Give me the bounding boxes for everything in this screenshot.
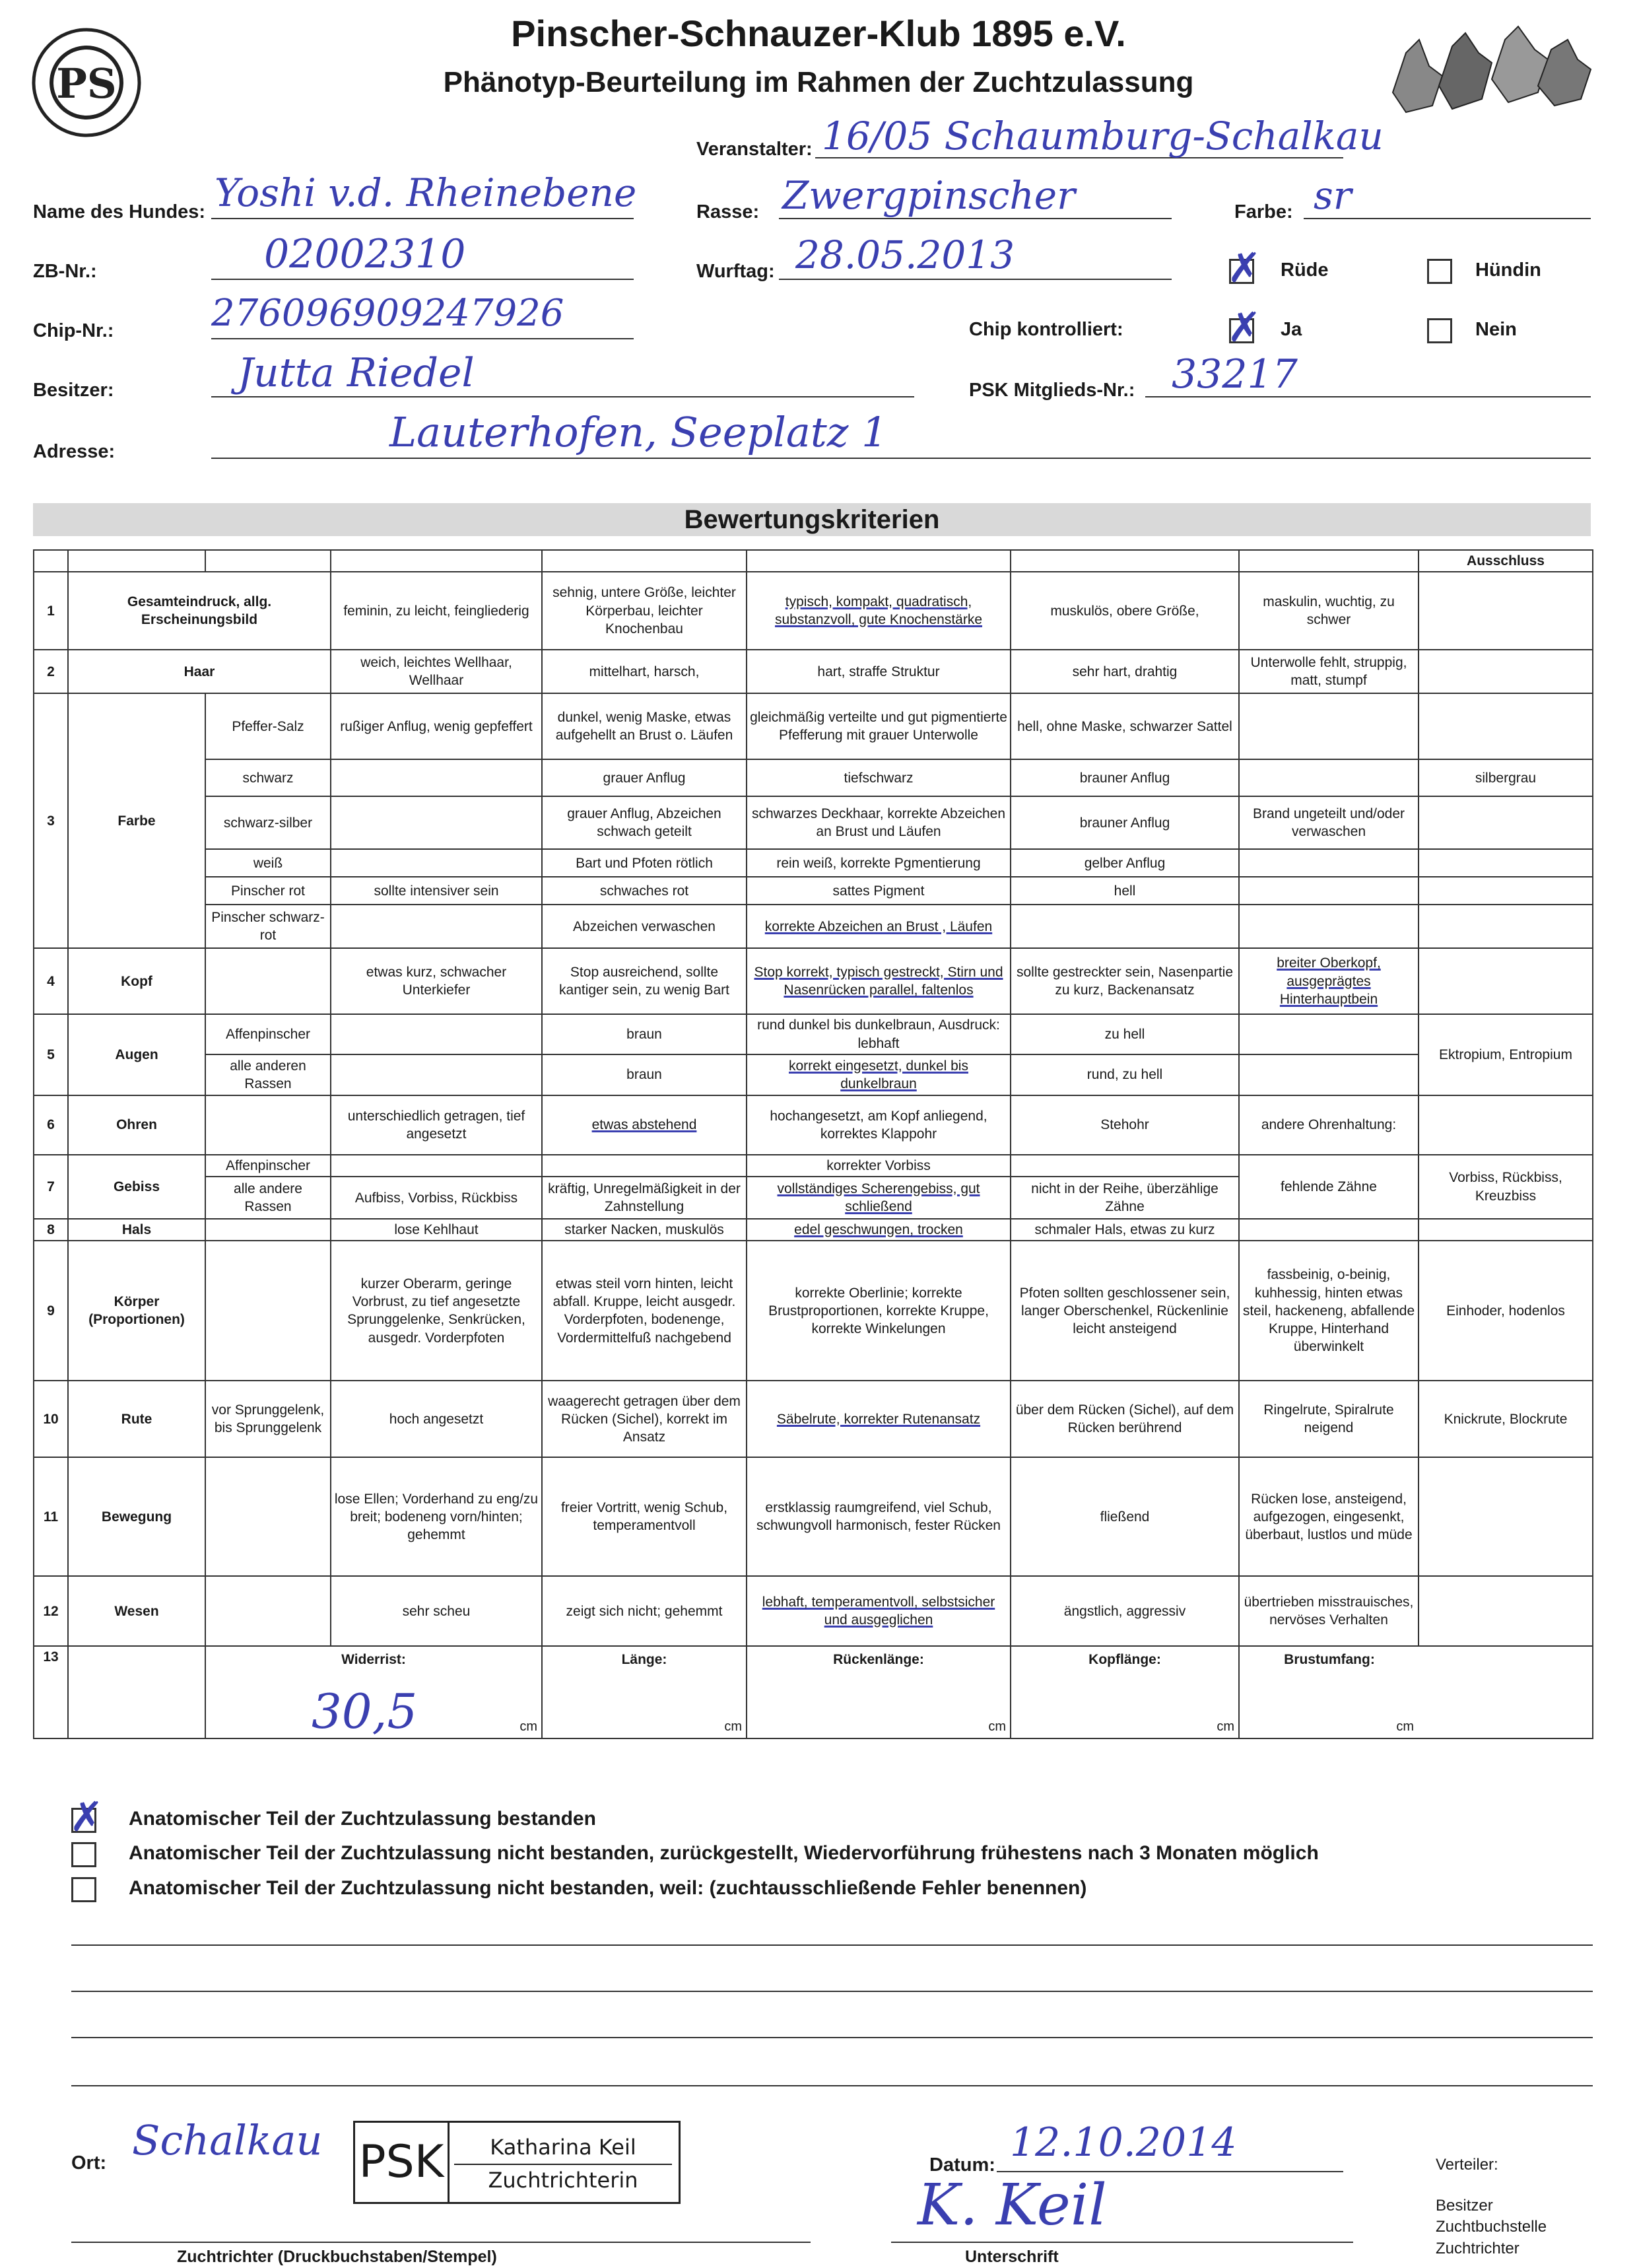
sub-category-cell: Pfeffer-Salz	[205, 693, 331, 759]
criteria-cell[interactable]: etwas kurz, schwacher Unterkiefer	[331, 948, 542, 1014]
rasse-line	[779, 218, 1172, 219]
criteria-cell[interactable]: hell, ohne Maske, schwarzer Sattel	[1011, 693, 1239, 759]
criteria-cell[interactable]: fassbeinig, o-beinig, kuhhessig, hinten etwas steil, hackeneng, abfallende Kruppe, Hinterhand überwinkelt	[1239, 1241, 1419, 1381]
reason-line[interactable]	[71, 2085, 1593, 2086]
adresse-value[interactable]: Lauterhofen, Seeplatz 1	[389, 408, 888, 456]
sub-category-cell: alle andere Rassen	[205, 1177, 331, 1219]
marked-text: korrekte Abzeichen an Brust , Läufen	[764, 918, 993, 934]
chip-nein-label: Nein	[1475, 319, 1517, 340]
chip-controlled-label: Chip kontrolliert:	[969, 319, 1123, 340]
category-cell: Augen	[68, 1014, 205, 1095]
table-row	[34, 650, 1593, 693]
criteria-cell[interactable]	[1239, 905, 1419, 948]
criteria-cell[interactable]: Unterwolle fehlt, struppig, matt, stumpf	[1239, 650, 1419, 693]
stamp-name: Katharina Keil	[490, 2135, 636, 2160]
zb-line	[211, 279, 634, 280]
criteria-cell[interactable]: rein weiß, korrekte Pgmentierung	[747, 849, 1011, 877]
zuchtrichter-line	[71, 2242, 811, 2243]
table-row	[34, 877, 1593, 905]
criteria-cell[interactable]: sattes Pigment	[747, 877, 1011, 905]
ort-value[interactable]: Schalkau	[132, 2116, 323, 2164]
criteria-cell[interactable]	[1239, 693, 1419, 759]
criteria-cell[interactable]	[1239, 849, 1419, 877]
criteria-cell[interactable]: hoch angesetzt	[331, 1381, 542, 1457]
marked-text: lebhaft, temperamentvoll, selbstsicher und ausgeglichen	[762, 1595, 995, 1628]
besitzer-label: Besitzer:	[33, 380, 114, 401]
widerrist-value: 30,5	[312, 1684, 418, 1739]
criteria-cell-marked[interactable]	[747, 948, 1011, 1014]
criteria-cell[interactable]: kräftig, Unregelmäßigkeit in der Zahnstellung	[542, 1177, 747, 1219]
criteria-table	[33, 549, 1593, 1739]
marked-text: typisch, kompakt, quadratisch, substanzvoll, gute Knochenstärke	[774, 594, 983, 628]
ort-label: Ort:	[71, 2152, 107, 2174]
chip-label: Chip-Nr.:	[33, 320, 114, 341]
sub-category-cell: schwarz-silber	[205, 796, 331, 849]
exclusion-cell[interactable]	[1419, 1457, 1593, 1576]
criteria-cell[interactable]	[331, 1014, 542, 1054]
criteria-cell[interactable]: fließend	[1011, 1457, 1239, 1576]
stamp-psk: PSK	[355, 2123, 450, 2202]
category-cell: Kopf	[68, 948, 205, 1014]
wurftag-value[interactable]: 28.05.2013	[795, 232, 1015, 277]
criteria-cell[interactable]: grauer Anflug, Abzeichen schwach geteilt	[542, 796, 747, 849]
criteria-cell[interactable]: übertrieben misstrauisches, nervöses Verhalten	[1239, 1576, 1419, 1646]
unterschrift-label: Unterschrift	[965, 2248, 1059, 2266]
besitzer-line	[211, 396, 914, 397]
criteria-cell[interactable]: kurzer Oberarm, geringe Vorbrust, zu tief angesetzte Sprunggelenke, Senkrücken, ausgedr. Vorderpfoten	[331, 1241, 542, 1381]
measurement-row	[34, 1646, 1593, 1738]
sub-category-cell	[205, 1241, 331, 1381]
farbe-value[interactable]: sr	[1314, 173, 1352, 218]
row-number: 5	[34, 1014, 68, 1095]
datum-value[interactable]: 12.10.2014	[1010, 2119, 1237, 2166]
criteria-cell[interactable]: Stehohr	[1011, 1095, 1239, 1155]
criteria-cell[interactable]	[1011, 1155, 1239, 1177]
category-cell: Körper (Proportionen)	[68, 1241, 205, 1381]
criteria-cell[interactable]: hochangesetzt, am Kopf anliegend, korrektes Klappohr	[747, 1095, 1011, 1155]
criteria-cell[interactable]: hart, straffe Struktur	[747, 650, 1011, 693]
exclusion-cell[interactable]: Vorbiss, Rückbiss, Kreuzbiss	[1419, 1155, 1593, 1219]
sub-category-cell: Pinscher rot	[205, 877, 331, 905]
adresse-label: Adresse:	[33, 441, 116, 462]
criteria-cell[interactable]: rußiger Anflug, wenig gepfeffert	[331, 693, 542, 759]
criteria-cell[interactable]: Abzeichen verwaschen	[542, 905, 747, 948]
sub-category-cell	[205, 1095, 331, 1155]
table-row	[34, 759, 1593, 796]
criteria-cell[interactable]: mittelhart, harsch,	[542, 650, 747, 693]
criteria-cell[interactable]: sollte gestreckter sein, Nasenpartie zu kurz, Backenansatz	[1011, 948, 1239, 1014]
criteria-cell[interactable]: freier Vortritt, wenig Schub, temperamentvoll	[542, 1457, 747, 1576]
zb-label: ZB-Nr.:	[33, 261, 97, 282]
category-cell: Gebiss	[68, 1155, 205, 1219]
unit-label: cm	[988, 1719, 1006, 1735]
category-cell: Gesamteindruck, allg. Erscheinungsbild	[68, 572, 331, 650]
sub-category-cell: schwarz	[205, 759, 331, 796]
datum-label: Datum:	[929, 2154, 995, 2176]
chip-line	[211, 338, 634, 339]
name-label: Name des Hundes:	[33, 201, 206, 223]
criteria-cell[interactable]	[331, 1054, 542, 1095]
rasse-value[interactable]: Zwergpinscher	[782, 173, 1075, 218]
criteria-cell[interactable]	[331, 759, 542, 796]
criteria-cell-marked[interactable]	[1239, 948, 1419, 1014]
zb-value[interactable]: 02002310	[264, 231, 466, 277]
criteria-cell[interactable]: korrekte Oberlinie; korrekte Brustproportionen, korrekte Kruppe, korrekte Winkelungen	[747, 1241, 1011, 1381]
ruede-label: Rüde	[1281, 259, 1329, 281]
table-row	[34, 1381, 1593, 1457]
criteria-cell[interactable]: zeigt sich nicht; gehemmt	[542, 1576, 747, 1646]
category-cell: Wesen	[68, 1576, 205, 1646]
result-failed-label: Anatomischer Teil der Zuchtzulassung nicht bestanden, weil: (zuchtausschließende Fehler benennen)	[129, 1877, 1087, 1899]
sub-category-cell: Pinscher schwarz-rot	[205, 905, 331, 948]
table-row	[34, 1457, 1593, 1576]
unit-label: cm	[519, 1719, 537, 1735]
criteria-cell[interactable]: sehnig, untere Größe, leichter Körperbau, leichter Knochenbau	[542, 572, 747, 650]
farbe-line	[1304, 218, 1591, 219]
exclusion-cell[interactable]	[1419, 877, 1593, 905]
laenge-label: Länge:	[621, 1652, 667, 1668]
huendin-checkbox[interactable]	[1427, 259, 1452, 284]
criteria-banner: Bewertungskriterien	[33, 503, 1591, 536]
rasse-label: Rasse:	[696, 201, 760, 223]
chip-nein-checkbox[interactable]	[1427, 318, 1452, 343]
zuchtrichter-label: Zuchtrichter (Druckbuchstaben/Stempel)	[177, 2248, 497, 2266]
result-passed-label: Anatomischer Teil der Zuchtzulassung bestanden	[129, 1808, 596, 1830]
verteiler-list: Besitzer Zuchtbuchstelle Zuchtrichter	[1436, 2197, 1547, 2257]
criteria-cell[interactable]: andere Ohrenhaltung:	[1239, 1095, 1419, 1155]
criteria-cell[interactable]	[331, 796, 542, 849]
marked-text: Säbelrute, korrekter Rutenansatz	[776, 1411, 981, 1427]
rueckenlaenge-cell[interactable]	[747, 1646, 1011, 1738]
criteria-cell[interactable]: lose Ellen; Vorderhand zu eng/zu breit; bodeneng vorn/hinten; gehemmt	[331, 1457, 542, 1576]
exclusion-cell[interactable]	[1419, 1576, 1593, 1646]
row-number: 3	[34, 693, 68, 948]
reason-line[interactable]	[71, 1991, 1593, 1992]
exclusion-cell[interactable]	[1419, 849, 1593, 877]
criteria-cell-marked[interactable]	[542, 1095, 747, 1155]
table-row	[34, 1095, 1593, 1155]
criteria-cell-marked[interactable]	[747, 1576, 1011, 1646]
criteria-cell[interactable]: sehr hart, drahtig	[1011, 650, 1239, 693]
criteria-cell[interactable]: unterschiedlich getragen, tief angesetzt	[331, 1095, 542, 1155]
huendin-label: Hündin	[1475, 259, 1541, 281]
result-passed-checkbox[interactable]	[71, 1808, 96, 1833]
criteria-cell[interactable]	[1239, 1054, 1419, 1095]
chip-ja-label: Ja	[1281, 319, 1302, 340]
exclusion-cell[interactable]: Einhoder, hodenlos	[1419, 1241, 1593, 1381]
sub-category-cell	[205, 948, 331, 1014]
criteria-cell[interactable]: tiefschwarz	[747, 759, 1011, 796]
criteria-cell[interactable]	[542, 1155, 747, 1177]
veranstalter-label: Veranstalter:	[696, 139, 813, 160]
criteria-cell[interactable]: Ringelrute, Spiralrute neigend	[1239, 1381, 1419, 1457]
sub-category-cell: alle anderen Rassen	[205, 1054, 331, 1095]
sub-category-cell: vor Sprunggelenk, bis Sprunggelenk	[205, 1381, 331, 1457]
criteria-cell[interactable]: sollte intensiver sein	[331, 877, 542, 905]
category-cell: Bewegung	[68, 1457, 205, 1576]
marked-text: Stop korrekt, typisch gestreckt, Stirn und Nasenrücken parallel, faltenlos	[754, 965, 1003, 998]
criteria-cell[interactable]: über dem Rücken (Sichel), auf dem Rücken berührend	[1011, 1381, 1239, 1457]
unterschrift-line	[891, 2242, 1353, 2243]
kopflaenge-cell[interactable]	[1011, 1646, 1239, 1738]
marked-text: breiter Oberkopf, ausgeprägtes Hinterhauptbein	[1277, 955, 1381, 1007]
signature[interactable]: K. Keil	[918, 2172, 1107, 2238]
sub-category-cell	[205, 1219, 331, 1241]
criteria-cell[interactable]	[1239, 1219, 1419, 1241]
criteria-cell[interactable]	[1011, 905, 1239, 948]
row-number: 7	[34, 1155, 68, 1219]
criteria-cell[interactable]: Aufbiss, Vorbiss, Rückbiss	[331, 1177, 542, 1219]
marked-text: edel geschwungen, trocken	[794, 1222, 963, 1238]
brustumfang-label: Brustumfang:	[1284, 1652, 1375, 1668]
row-number: 12	[34, 1576, 68, 1646]
row-number: 6	[34, 1095, 68, 1155]
sub-category-cell: Affenpinscher	[205, 1014, 331, 1054]
kopflaenge-label: Kopflänge:	[1088, 1652, 1161, 1668]
criteria-cell[interactable]	[1239, 759, 1419, 796]
criteria-cell[interactable]: Rücken lose, ansteigend, aufgezogen, eingesenkt, überbaut, lustlos und müde	[1239, 1457, 1419, 1576]
category-cell: Rute	[68, 1381, 205, 1457]
sub-category-cell	[205, 1457, 331, 1576]
criteria-cell[interactable]: gelber Anflug	[1011, 849, 1239, 877]
exclusion-cell[interactable]	[1419, 1095, 1593, 1155]
criteria-cell-marked[interactable]	[747, 1219, 1011, 1241]
row-number: 13	[34, 1646, 68, 1738]
criteria-cell[interactable]: grauer Anflug	[542, 759, 747, 796]
adresse-line	[211, 458, 1591, 459]
table-row	[34, 948, 1593, 1014]
criteria-cell[interactable]	[331, 849, 542, 877]
table-row	[34, 849, 1593, 877]
criteria-cell[interactable]: Pfoten sollten geschlossener sein, langer Oberschenkel, Rückenlinie leicht ansteigend	[1011, 1241, 1239, 1381]
stamp-title: Zuchtrichterin	[454, 2164, 672, 2193]
besitzer-value[interactable]: Jutta Riedel	[238, 350, 475, 396]
chip-ja-checkbox[interactable]	[1229, 318, 1254, 343]
wurftag-label: Wurftag:	[696, 261, 775, 282]
marked-text: etwas abstehend	[591, 1117, 697, 1133]
unit-label: cm	[1217, 1719, 1234, 1735]
table-row	[34, 796, 1593, 849]
criteria-cell[interactable]: ängstlich, aggressiv	[1011, 1576, 1239, 1646]
criteria-cell[interactable]: muskulös, obere Größe,	[1011, 572, 1239, 650]
marked-text: korrekt eingesetzt, dunkel bis dunkelbraun	[789, 1058, 968, 1091]
row-number: 1	[34, 572, 68, 650]
exclusion-cell[interactable]	[1419, 572, 1593, 650]
category-cell: Farbe	[68, 693, 205, 948]
sub-category-cell	[205, 1576, 331, 1646]
row-number: 2	[34, 650, 68, 693]
brustumfang-cell[interactable]	[1239, 1646, 1593, 1738]
criteria-cell[interactable]: gleichmäßig verteilte und gut pigmentierte Pfefferung mit grauer Unterwolle	[747, 693, 1011, 759]
name-line	[211, 218, 634, 219]
judge-stamp	[353, 2121, 681, 2204]
name-value[interactable]: Yoshi v.d. Rheinebene	[215, 170, 637, 215]
criteria-cell[interactable]: brauner Anflug	[1011, 796, 1239, 849]
criteria-cell[interactable]: feminin, zu leicht, feingliederig	[331, 572, 542, 650]
verteiler-label: Verteiler:	[1436, 2156, 1498, 2174]
ausschluss-header: Ausschluss	[1419, 550, 1593, 572]
criteria-cell[interactable]: hell	[1011, 877, 1239, 905]
exclusion-cell[interactable]: Ektropium, Entropium	[1419, 1014, 1593, 1095]
criteria-cell[interactable]: zu hell	[1011, 1014, 1239, 1054]
exclusion-cell[interactable]: Knickrute, Blockrute	[1419, 1381, 1593, 1457]
unit-label: cm	[1396, 1719, 1414, 1735]
result-deferred-checkbox[interactable]	[71, 1842, 96, 1867]
criteria-cell[interactable]	[331, 905, 542, 948]
exclusion-cell[interactable]	[1419, 905, 1593, 948]
table-row	[34, 1219, 1593, 1241]
criteria-cell[interactable]: nicht in der Reihe, überzählige Zähne	[1011, 1177, 1239, 1219]
laenge-cell[interactable]	[542, 1646, 747, 1738]
exclusion-cell[interactable]	[1419, 948, 1593, 1014]
criteria-cell[interactable]: sehr scheu	[331, 1576, 542, 1646]
sub-category-cell: weiß	[205, 849, 331, 877]
table-row	[34, 693, 1593, 759]
psk-value[interactable]: 33217	[1172, 351, 1298, 397]
criteria-cell[interactable]: braun	[542, 1054, 747, 1095]
criteria-cell[interactable]	[1239, 1014, 1419, 1054]
chip-value[interactable]: 276096909247926	[211, 292, 564, 335]
row-number: 10	[34, 1381, 68, 1457]
criteria-cell[interactable]: schwarzes Deckhaar, korrekte Abzeichen an Brust und Läufen	[747, 796, 1011, 849]
criteria-cell[interactable]: rund, zu hell	[1011, 1054, 1239, 1095]
result-failed-checkbox[interactable]	[71, 1877, 96, 1902]
category-cell: Ohren	[68, 1095, 205, 1155]
criteria-cell[interactable]: erstklassig raumgreifend, viel Schub, schwungvoll harmonisch, fester Rücken	[747, 1457, 1011, 1576]
criteria-cell-marked[interactable]	[747, 1177, 1011, 1219]
result-deferred-label: Anatomischer Teil der Zuchtzulassung nicht bestanden, zurückgestellt, Wiedervorführung frühestens nach 3 Monaten möglich	[129, 1842, 1319, 1864]
widerrist-label: Widerrist:	[341, 1652, 406, 1668]
table-row	[34, 1014, 1593, 1054]
criteria-cell[interactable]: Stop ausreichend, sollte kantiger sein, zu wenig Bart	[542, 948, 747, 1014]
criteria-cell[interactable]: waagerecht getragen über dem Rücken (Sichel), korrekt im Ansatz	[542, 1381, 747, 1457]
criteria-cell-marked[interactable]	[747, 1381, 1011, 1457]
criteria-cell-marked[interactable]	[747, 905, 1011, 948]
criteria-cell[interactable]	[1239, 877, 1419, 905]
psk-label: PSK Mitglieds-Nr.:	[969, 380, 1135, 401]
category-cell: Hals	[68, 1219, 205, 1241]
exclusion-cell[interactable]	[1419, 693, 1593, 759]
farbe-label: Farbe:	[1234, 201, 1293, 223]
exclusion-cell[interactable]	[1419, 650, 1593, 693]
table-row	[34, 905, 1593, 948]
category-cell: Haar	[68, 650, 331, 693]
exclusion-cell[interactable]	[1419, 796, 1593, 849]
criteria-cell[interactable]: weich, leichtes Wellhaar, Wellhaar	[331, 650, 542, 693]
table-row	[34, 1576, 1593, 1646]
criteria-cell[interactable]: schwaches rot	[542, 877, 747, 905]
unit-label: cm	[724, 1719, 742, 1735]
table-row	[34, 1155, 1593, 1177]
exclusion-cell[interactable]: silbergrau	[1419, 759, 1593, 796]
criteria-cell[interactable]: rund dunkel bis dunkelbraun, Ausdruck: lebhaft	[747, 1014, 1011, 1054]
ruede-checkbox[interactable]	[1229, 259, 1254, 284]
row-number: 4	[34, 948, 68, 1014]
exclusion-cell[interactable]	[1419, 1219, 1593, 1241]
criteria-cell-marked[interactable]	[747, 572, 1011, 650]
criteria-cell[interactable]: starker Nacken, muskulös	[542, 1219, 747, 1241]
criteria-cell[interactable]: Brand ungeteilt und/oder verwaschen	[1239, 796, 1419, 849]
table-header-row	[34, 550, 1593, 572]
criteria-cell[interactable]: maskulin, wuchtig, zu schwer	[1239, 572, 1419, 650]
widerrist-cell[interactable]	[205, 1646, 542, 1738]
criteria-cell[interactable]: schmaler Hals, etwas zu kurz	[1011, 1219, 1239, 1241]
table-row	[34, 1241, 1593, 1381]
form-subtitle: Phänotyp-Beurteilung im Rahmen der Zuchtzulassung	[443, 66, 1194, 98]
criteria-cell[interactable]: fehlende Zähne	[1239, 1155, 1419, 1219]
wurftag-line	[779, 279, 1172, 280]
reason-line[interactable]	[71, 1944, 1593, 1946]
criteria-cell[interactable]: Bart und Pfoten rötlich	[542, 849, 747, 877]
criteria-cell[interactable]: braun	[542, 1014, 747, 1054]
table-row	[34, 1054, 1593, 1095]
logo-monogram: PS	[56, 59, 117, 108]
club-title: Pinscher-Schnauzer-Klub 1895 e.V.	[511, 13, 1126, 54]
sub-category-cell: Affenpinscher	[205, 1155, 331, 1177]
row-number: 8	[34, 1219, 68, 1241]
criteria-cell[interactable]: lose Kehlhaut	[331, 1219, 542, 1241]
table-row	[34, 572, 1593, 650]
criteria-cell[interactable]	[331, 1155, 542, 1177]
criteria-cell[interactable]: korrekter Vorbiss	[747, 1155, 1011, 1177]
criteria-cell[interactable]: dunkel, wenig Maske, etwas aufgehellt an Brust o. Läufen	[542, 693, 747, 759]
row-number: 11	[34, 1457, 68, 1576]
criteria-cell[interactable]: brauner Anflug	[1011, 759, 1239, 796]
row-number: 9	[34, 1241, 68, 1381]
criteria-cell-marked[interactable]	[747, 1054, 1011, 1095]
reason-line[interactable]	[71, 2037, 1593, 2038]
rueckenlaenge-label: Rückenlänge:	[833, 1652, 924, 1668]
marked-text: vollständiges Scherengebiss, gut schließend	[777, 1181, 980, 1215]
veranstalter-value[interactable]: 16/05 Schaumburg-Schalkau	[822, 114, 1384, 158]
criteria-cell[interactable]: etwas steil vorn hinten, leicht abfall. Kruppe, leicht ausgedr. Vorderpfoten, bodenenge, Vordermittelfuß nachgebend	[542, 1241, 747, 1381]
